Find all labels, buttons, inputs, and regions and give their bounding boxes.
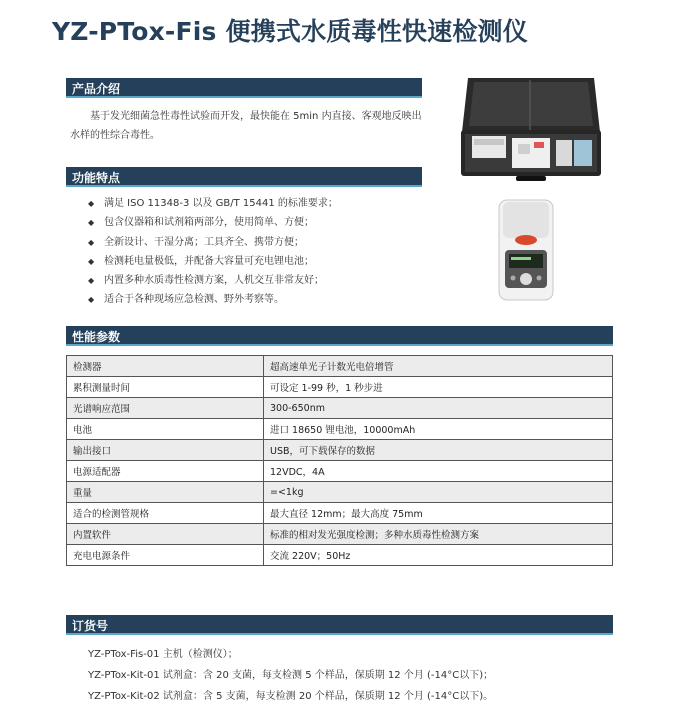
table-row xyxy=(67,524,613,545)
spec-key: 电源适配器 xyxy=(67,461,264,482)
order-item: YZ-PTox-Fis-01 主机（检测仪）； xyxy=(88,649,238,660)
spec-value: 标准的相对发光强度检测；多种水质毒性检测方案 xyxy=(264,524,613,545)
intro-text: 基于发光细菌急性毒性试验而开发，最快能在 5min 内直接、客观地反映出水样的性综合毒性。 xyxy=(70,111,422,141)
order-item: YZ-PTox-Kit-01 试剂盒：含 20 支菌，每支检测 5 个样品，保质期 12 个月 (-14°C以下)； xyxy=(88,670,494,681)
feature-item: ◆ 满足 ISO 11348-3 以及 GB/T 15441 的标准要求； xyxy=(88,198,338,209)
feature-item: ◆ 适合于各种现场应急检测、野外考察等。 xyxy=(88,294,284,306)
section-header-order xyxy=(66,615,613,635)
spec-key: 电池 xyxy=(67,419,264,440)
spec-value: 进口 18650 锂电池，10000mAh xyxy=(264,419,613,440)
spec-key: 累积测量时间 xyxy=(67,377,264,398)
spec-key: 内置软件 xyxy=(67,524,264,545)
section-heading-intro: 产品介绍 xyxy=(72,82,121,96)
feature-item: ◆ 检测耗电量极低，并配备大容量可充电锂电池； xyxy=(88,255,314,267)
section-header-specs xyxy=(66,326,613,346)
section-heading-features: 功能特点 xyxy=(72,171,121,185)
instrument-case-photo xyxy=(460,76,602,184)
spec-value: 可设定 1-99 秒，1 秒步进 xyxy=(264,377,613,398)
spec-value: USB，可下载保存的数据 xyxy=(264,440,613,461)
table-row xyxy=(67,482,613,503)
spec-key: 重量 xyxy=(67,482,264,503)
page-title: YZ-PTox-Fis 便携式水质毒性快速检测仪 xyxy=(52,17,528,46)
spec-value: 超高速单光子计数光电倍增管 xyxy=(264,356,613,377)
features-list xyxy=(88,194,338,310)
spec-key: 检测器 xyxy=(67,356,264,377)
spec-key: 输出接口 xyxy=(67,440,264,461)
table-row xyxy=(67,398,613,419)
table-row xyxy=(67,356,613,377)
spec-value: =<1kg xyxy=(264,482,613,503)
table-row xyxy=(67,377,613,398)
spec-key: 充电电源条件 xyxy=(67,545,264,566)
spec-key: 光谱响应范围 xyxy=(67,398,264,419)
handheld-device-photo xyxy=(495,196,557,302)
section-heading-specs: 性能参数 xyxy=(72,330,121,344)
spec-value: 12VDC，4A xyxy=(264,461,613,482)
spec-key: 适合的检测管规格 xyxy=(67,503,264,524)
table-row xyxy=(67,545,613,566)
order-item: YZ-PTox-Kit-02 试剂盒：含 5 支菌，每支检测 20 个样品，保质期 12 个月 (-14°C以下)。 xyxy=(88,691,494,702)
section-header-features xyxy=(66,167,422,187)
table-row xyxy=(67,419,613,440)
spec-value: 交流 220V；50Hz xyxy=(264,545,613,566)
table-row xyxy=(67,461,613,482)
table-row xyxy=(67,503,613,524)
spec-value: 300-650nm xyxy=(264,398,613,419)
feature-item: ◆ 包含仪器箱和试剂箱两部分，使用简单、方便； xyxy=(88,217,314,229)
spec-value: 最大直径 12mm；最大高度 75mm xyxy=(264,503,613,524)
section-header-intro xyxy=(66,78,422,98)
order-list xyxy=(88,644,493,707)
feature-item: ◆ 全新设计、干湿分离；工具齐全、携带方便； xyxy=(88,236,304,248)
specs-table xyxy=(66,355,613,566)
table-row xyxy=(67,440,613,461)
section-heading-order: 订货号 xyxy=(72,619,109,633)
feature-item: ◆ 内置多种水质毒性检测方案，人机交互非常友好； xyxy=(88,275,324,287)
